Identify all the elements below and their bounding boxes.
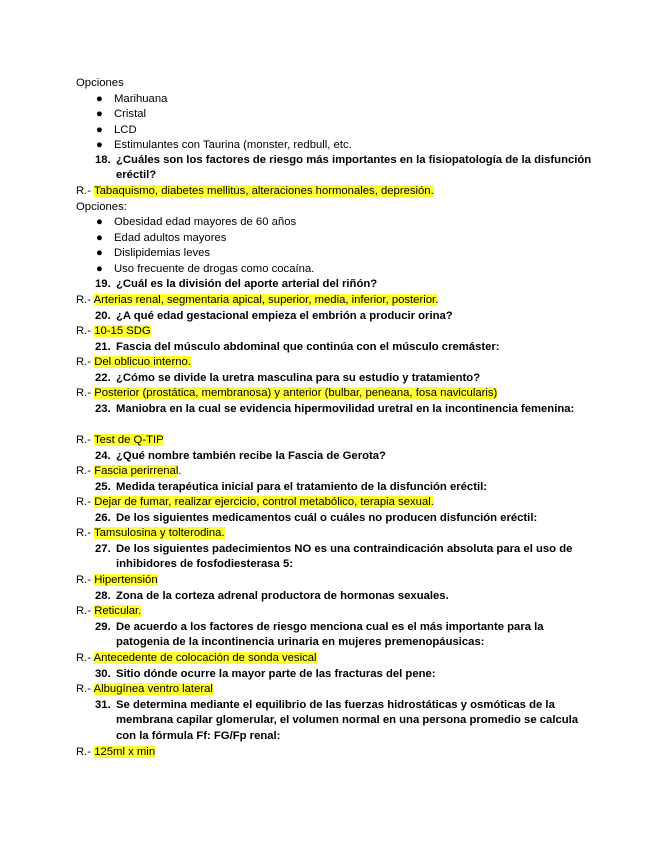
- bullet-icon: ●: [96, 108, 103, 120]
- question-26: 26. De los siguientes medicamentos cuál o cuáles no producen disfunción eréctil:: [95, 512, 538, 524]
- list-item: ● Cristal: [96, 107, 146, 122]
- answer-22: R.- Posterior (prostática, membranosa) y anterior (bulbar, peneana, fosa navicularis): [76, 387, 498, 399]
- question-28: 28. Zona de la corteza adrenal productora de hormonas sexuales.: [95, 590, 449, 602]
- bullet-icon: ●: [96, 93, 103, 105]
- bullet-icon: ●: [96, 124, 103, 136]
- question-20: 20. ¿A qué edad gestacional empieza el embrión a producir orina?: [95, 310, 453, 322]
- question-31: 31. Se determina mediante el equilibrio de las fuerzas hidrostáticas y osmóticas de la membrana capilar glomerular, el volumen normal en una persona promedio se calcula con la fórmula Ff: FG/Fp renal:: [95, 699, 579, 742]
- question-23: 23. Maniobra en la cual se evidencia hipermovilidad uretral en la incontinencia femenina:: [95, 403, 575, 415]
- question-27: 27. De los siguientes padecimientos NO es una contraindicación absoluta para el uso de inhibidores de fosfodiesterasa 5:: [95, 543, 573, 571]
- list-item: ● Edad adultos mayores: [96, 231, 226, 246]
- question-18: 18. ¿Cuáles son los factores de riesgo más importantes en la fisiopatología de la disfunción eréctil?: [95, 154, 592, 182]
- bullet-icon: ●: [96, 263, 103, 275]
- question-19: 19. ¿Cuál es la división del aporte arterial del riñón?: [95, 278, 378, 290]
- answer-27: R.- Hipertensión: [76, 574, 158, 586]
- answer-28: R.- Reticular.: [76, 605, 142, 617]
- list-item: ● Uso frecuente de drogas como cocaína.: [96, 262, 314, 277]
- answer-26: R.- Tamsulosina y tolterodina.: [76, 527, 225, 539]
- answer-29: R.- Antecedente de colocación de sonda vesical: [76, 652, 317, 664]
- question-30: 30. Sitio dónde ocurre la mayor parte de las fracturas del pene:: [95, 668, 436, 680]
- list-item: ● Marihuana: [96, 92, 167, 107]
- answer-21: R.- Del oblicuo interno.: [76, 356, 191, 368]
- answer-30: R.- Albugínea ventro lateral: [76, 683, 213, 695]
- bullet-icon: ●: [96, 247, 103, 259]
- question-29: 29. De acuerdo a los factores de riesgo menciona cual es el más importante para la patogenia de la incontinencia urinaria en mujeres premenopáusicas:: [95, 621, 544, 649]
- answer-23: R.- Test de Q-TIP: [76, 434, 164, 446]
- list-item: ● Estimulantes con Taurina (monster, redbull, etc.: [96, 138, 352, 153]
- answer-19: R.- Arterias renal, segmentaria apical, superior, media, inferior, posterior.: [76, 294, 439, 306]
- list-item: ● Obesidad edad mayores de 60 años: [96, 215, 296, 230]
- answer-24: R.- Fascia perirrenal.: [76, 465, 182, 477]
- question-21: 21. Fascia del músculo abdominal que continúa con el músculo cremáster:: [95, 341, 500, 353]
- options-label: Opciones: [76, 77, 124, 89]
- list-item: ● Dislipidemias leves: [96, 246, 210, 261]
- bullet-icon: ●: [96, 232, 103, 244]
- question-24: 24. ¿Qué nombre también recibe la Fascia de Gerota?: [95, 450, 386, 462]
- options-label: Opciones:: [76, 201, 127, 213]
- question-22: 22. ¿Cómo se divide la uretra masculina para su estudio y tratamiento?: [95, 372, 481, 384]
- list-item: ● LCD: [96, 123, 137, 138]
- answer-20: R.- 10-15 SDG: [76, 325, 151, 337]
- answer-31: R.- 125ml x min: [76, 746, 156, 758]
- question-25: 25. Medida terapéutica inicial para el tratamiento de la disfunción eréctil:: [95, 481, 488, 493]
- bullet-icon: ●: [96, 216, 103, 228]
- answer-18: R.- Tabaquismo, diabetes mellitus, alteraciones hormonales, depresión.: [76, 185, 434, 197]
- answer-25: R.- Dejar de fumar, realizar ejercicio, control metabólico, terapia sexual.: [76, 496, 434, 508]
- bullet-icon: ●: [96, 139, 103, 151]
